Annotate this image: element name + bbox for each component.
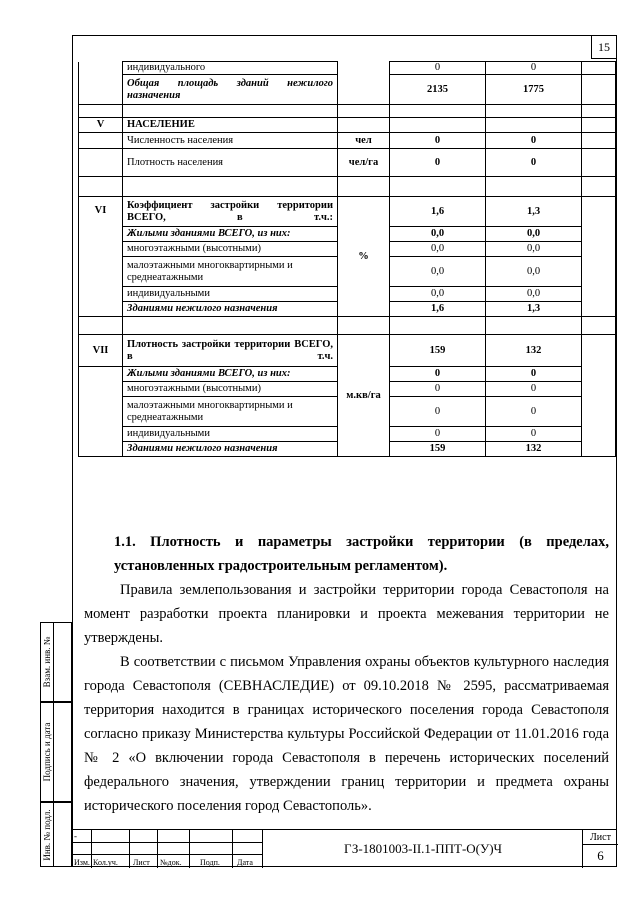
row-label: малоэтажными многоквартирными и среднеатажными — [123, 257, 338, 287]
value-2: 0,0 — [486, 287, 582, 302]
value-1: 0 — [390, 367, 486, 382]
stamp-col-label: Подп. — [200, 858, 220, 867]
row-label: многоэтажными (высотными) — [123, 242, 338, 257]
value-1: 0,0 — [390, 287, 486, 302]
unit: м.кв/га — [338, 335, 390, 457]
row-label: Жилыми зданиями ВСЕГО, из них: — [123, 227, 338, 242]
value-1: 0,0 — [390, 257, 486, 287]
row-label: многоэтажными (высотными) — [123, 382, 338, 397]
table-row — [79, 335, 616, 367]
value-2: 0,0 — [486, 227, 582, 242]
side-inv — [40, 802, 54, 867]
value-1: 1,6 — [390, 197, 486, 227]
sheet-label: Лист — [583, 832, 618, 845]
indicators-table — [78, 61, 616, 457]
side-podpis — [40, 702, 54, 802]
row-label: индивидуальными — [123, 287, 338, 302]
unit: % — [338, 197, 390, 317]
stamp-col-label: Дата — [237, 858, 253, 867]
section-number: VII — [79, 335, 123, 367]
row-label: Численность населения — [123, 133, 338, 149]
value-1: 2135 — [390, 75, 486, 105]
sheet-number: 6 — [597, 848, 604, 863]
value-1: 159 — [390, 335, 486, 367]
row-label: Плотность населения — [123, 149, 338, 177]
value-1: 0 — [390, 149, 486, 177]
page-number: 15 — [591, 35, 617, 59]
value-2: 0,0 — [486, 242, 582, 257]
title-block — [72, 829, 617, 868]
value-1: 0 — [390, 382, 486, 397]
value-2: 0 — [486, 397, 582, 427]
document-code: ГЗ-1801003-II.1-ППТ-О(У)Ч — [262, 830, 583, 868]
value-2: 1,3 — [486, 197, 582, 227]
value-2: 1,3 — [486, 302, 582, 317]
value-2: 0 — [486, 427, 582, 442]
section-heading: 1.1. Плотность и параметры застройки территории (в пределах, установленных градостроительным регламентом). — [114, 534, 609, 574]
side-label: Взам. инв. № — [42, 636, 52, 688]
value-1: 159 — [390, 442, 486, 457]
row-label: Общая площадь зданий нежилого назначения — [123, 75, 338, 105]
table-row — [79, 62, 616, 75]
row-label: Зданиями нежилого назначения — [123, 302, 338, 317]
value-2: 1775 — [486, 75, 582, 105]
value-2: 132 — [486, 335, 582, 367]
side-label: Инв. № подл. — [42, 808, 52, 861]
side-label: Подпись и дата — [42, 722, 52, 782]
stamp-col-label: Изм. — [74, 858, 90, 867]
stamp-mark: - — [74, 831, 77, 841]
section-body — [84, 530, 609, 818]
value-2: 0 — [486, 382, 582, 397]
row-label: Коэффициент застройки территории ВСЕГО, в т.ч.: — [123, 197, 338, 227]
section-number: VI — [79, 197, 123, 317]
value-2: 0 — [486, 149, 582, 177]
side-vzam — [40, 622, 54, 702]
row-label: индивидуального — [123, 62, 338, 75]
value-2: 0 — [486, 133, 582, 149]
value-1: 0,0 — [390, 242, 486, 257]
value-2: 0 — [486, 367, 582, 382]
row-label: индивидуальными — [123, 427, 338, 442]
value-2: 0 — [486, 62, 582, 75]
unit: чел/га — [338, 149, 390, 177]
table-row — [79, 149, 616, 177]
sheet-box — [582, 830, 618, 868]
side-cell — [54, 702, 72, 802]
row-label: Зданиями нежилого назначения — [123, 442, 338, 457]
row-label: малоэтажными многоквартирными и среднеатажными — [123, 397, 338, 427]
value-1: 0 — [390, 133, 486, 149]
unit: чел — [338, 133, 390, 149]
row-label: Плотность застройки территории ВСЕГО, в т.ч. — [123, 335, 338, 367]
stamp-col-label: Лист — [133, 858, 150, 867]
value-2: 0,0 — [486, 257, 582, 287]
value-1: 0 — [390, 62, 486, 75]
row-label: Жилыми зданиями ВСЕГО, из них: — [123, 367, 338, 382]
stamp-col-label: №док. — [160, 858, 182, 867]
paragraph: В соответствии с письмом Управления охраны объектов культурного наследия города Севастополя (СЕВНАСЛЕДИЕ) от 09.10.2018 № 2595, рассматриваемая территория находится в границах исторического поселения города Севастополя согласно приказу Министерства культуры Российской Федерации от 11.01.2016 года № 2 «О включении города Севастополя в перечень исторических поселений федерального значения, утверждении границ территории и предмета охраны исторического поселения город Севастополь». — [84, 654, 609, 814]
value-1: 0 — [390, 397, 486, 427]
stamp-col-label: Кол.уч. — [93, 858, 118, 867]
side-cell — [54, 622, 72, 702]
section-title: НАСЕЛЕНИЕ — [123, 118, 338, 133]
table-row — [79, 133, 616, 149]
paragraph: Правила землепользования и застройки территории города Севастополя на момент разработки проекта планировки и проекта межевания территории не утверждены. — [84, 582, 609, 646]
section-header — [79, 118, 616, 133]
section-number: V — [79, 118, 123, 133]
value-1: 1,6 — [390, 302, 486, 317]
table-row — [79, 197, 616, 227]
value-1: 0 — [390, 427, 486, 442]
value-2: 132 — [486, 442, 582, 457]
value-1: 0,0 — [390, 227, 486, 242]
side-cell — [54, 802, 72, 867]
